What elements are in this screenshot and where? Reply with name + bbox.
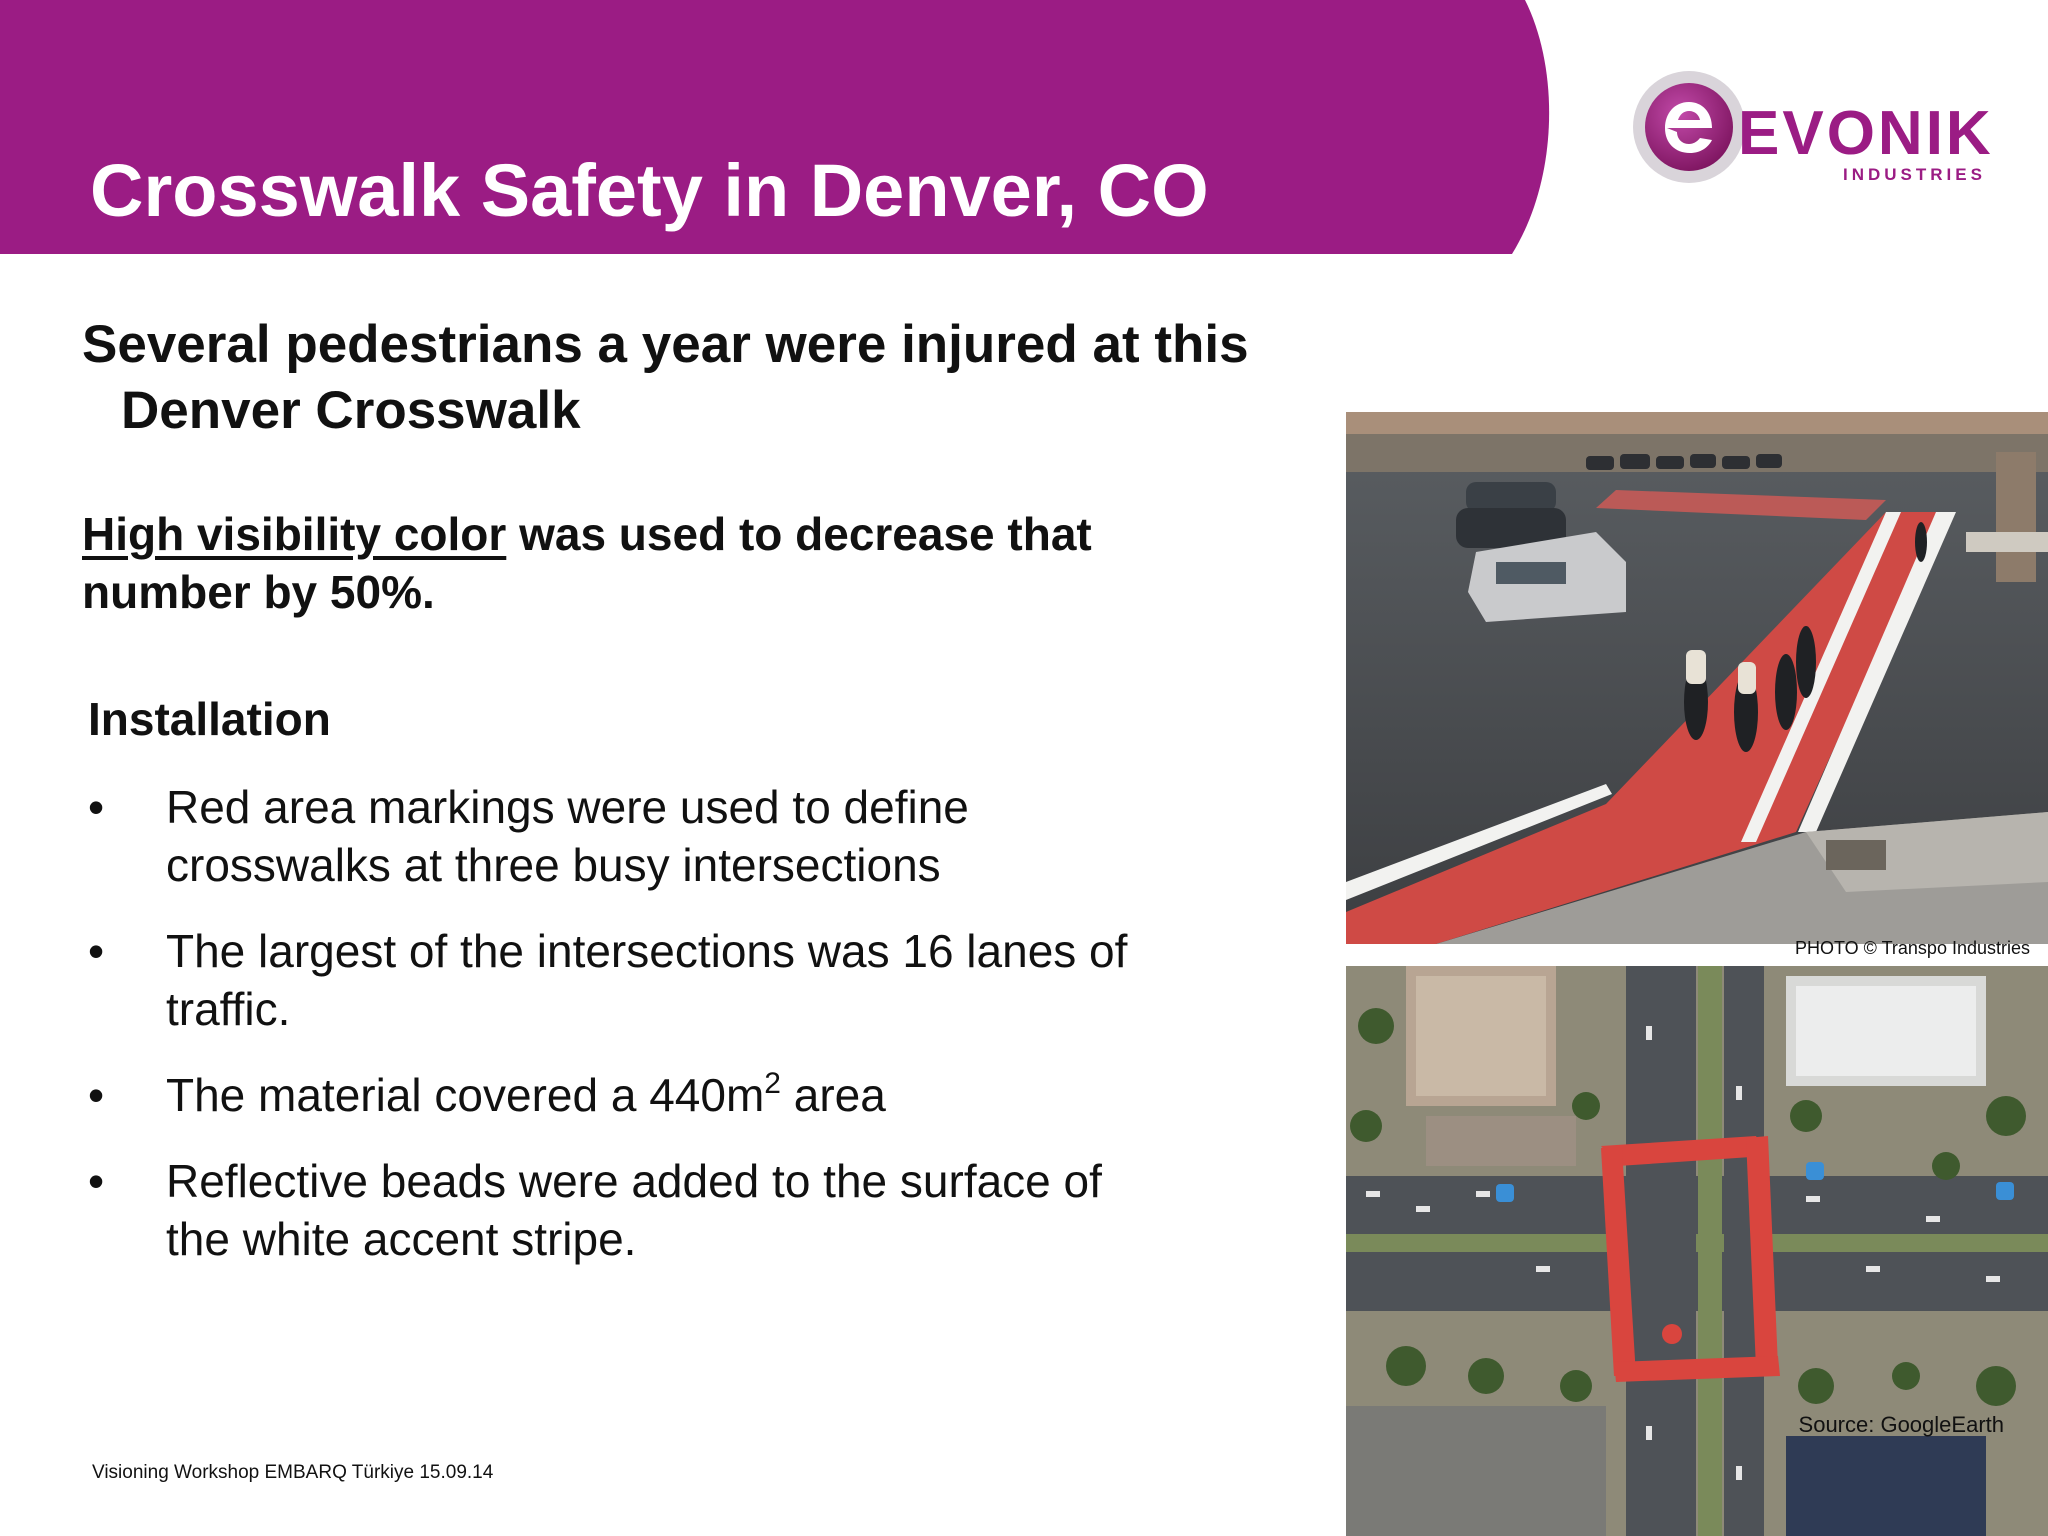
evonik-logo-icon — [1630, 68, 1748, 186]
main-heading — [82, 312, 1352, 444]
bullet-item — [88, 778, 1128, 894]
evonik-logo — [1630, 68, 1994, 188]
bullet-dot: • — [88, 1069, 105, 1121]
superscript: 2 — [764, 1067, 781, 1100]
logo-subtitle: INDUSTRIES — [1843, 165, 1986, 184]
bullet-item — [88, 1066, 1128, 1124]
page-title: Crosswalk Safety in Denver, CO — [90, 149, 1209, 232]
heading-line-2: Denver Crosswalk — [121, 381, 581, 440]
lead-text: was used to decrease that number by 50%. — [82, 508, 1092, 618]
bullet-dot: • — [88, 1155, 105, 1207]
footer-text: Visioning Workshop EMBARQ Türkiye 15.09.14 — [92, 1462, 494, 1483]
bullet-text: Reflective beads were added to the surface of the white accent stripe. — [166, 1155, 1102, 1265]
bullet-dot: • — [88, 925, 105, 977]
bullet-item — [88, 922, 1128, 1038]
aerial-map — [1346, 966, 2048, 1536]
bullet-text-end: area — [780, 1069, 886, 1121]
aerial-map-image — [1346, 966, 2048, 1536]
map-source-label: Source: GoogleEarth — [1798, 1412, 2004, 1437]
section-title: Installation — [88, 693, 331, 745]
bullet-text: The material covered a 440m — [166, 1069, 765, 1121]
lead-paragraph — [82, 505, 1202, 621]
bullet-text: Red area markings were used to define crosswalks at three busy intersections — [166, 781, 969, 891]
bullet-dot: • — [88, 781, 105, 833]
lead-underlined-text: High visibility color — [82, 508, 507, 560]
heading-line-1: Several pedestrians a year were injured at this — [82, 315, 1249, 374]
photo-credit: PHOTO © Transpo Industries — [1794, 938, 2030, 958]
crosswalk-photo — [1346, 412, 2048, 944]
bullet-text: The largest of the intersections was 16 lanes of traffic. — [166, 925, 1128, 1035]
logo-wordmark: EVONIK — [1738, 99, 1994, 168]
bullet-item — [88, 1152, 1128, 1268]
crosswalk-photo-image — [1346, 412, 2048, 944]
bullet-list — [88, 778, 1128, 1296]
